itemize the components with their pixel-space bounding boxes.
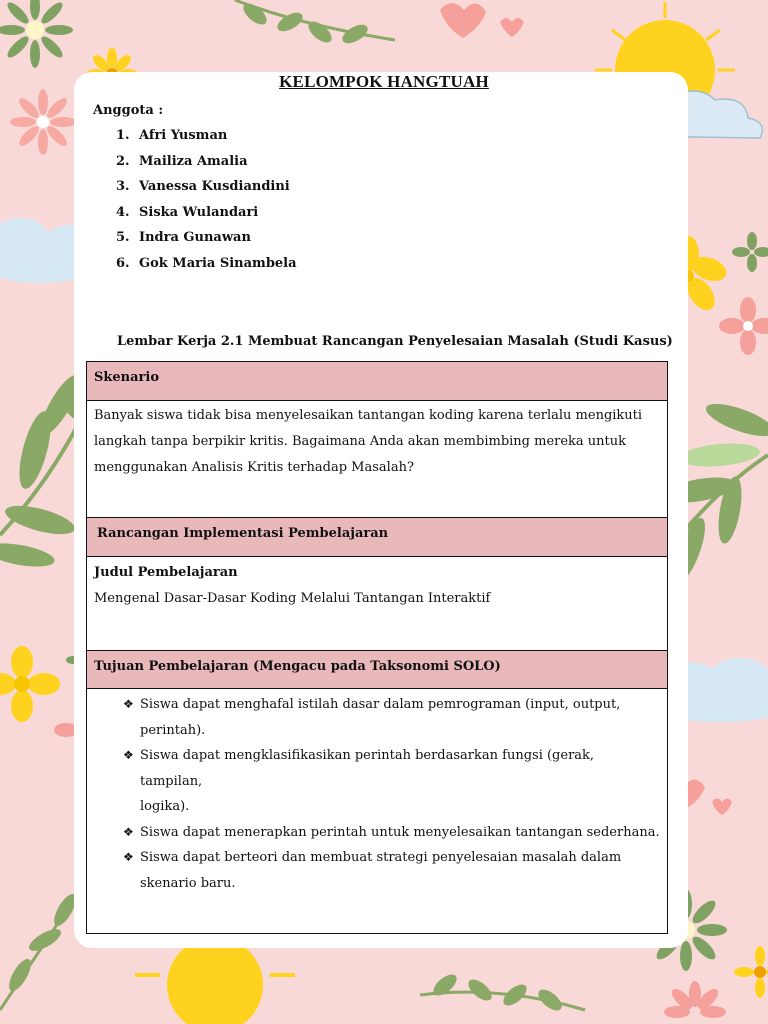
leaf-branch-icon: [420, 971, 585, 1015]
list-item: 6. Gok Maria Sinambela: [116, 256, 297, 282]
members-label: Anggota :: [93, 103, 164, 118]
bullet-diamond-icon: ❖: [123, 748, 134, 762]
member-name: Gok Maria Sinambela: [139, 255, 297, 271]
petal-icon: [440, 3, 524, 38]
worksheet-title: Lembar Kerja 2.1 Membuat Rancangan Penyelesaian Masalah (Studi Kasus): [117, 334, 673, 349]
bullet-diamond-icon: ❖: [123, 850, 134, 864]
list-item: ❖ Siswa dapat menghafal istilah dasar dalam pemrograman (input, output, perintah).: [94, 692, 660, 743]
implementation-header: Rancangan Implementasi Pembelajaran: [86, 517, 668, 557]
bullet-diamond-icon: ❖: [123, 824, 134, 839]
list-item: ❖ Siswa dapat mengklasifikasikan perintah berdasarkan fungsi (gerak, tampilan, logika).: [94, 743, 660, 820]
implementation-body: [86, 556, 668, 651]
leaf-branch-icon: [235, 0, 395, 47]
objectives-body: [86, 688, 668, 934]
scenario-line: menggunakan Analisis Kritis terhadap Masalah?: [94, 460, 414, 475]
lesson-title-label: Judul Pembelajaran: [94, 565, 238, 580]
lesson-title: Mengenal Dasar-Dasar Koding Melalui Tantangan Interaktif: [94, 591, 491, 606]
flower-icon: [732, 232, 768, 272]
scenario-header: Skenario: [86, 361, 668, 401]
flower-icon: [734, 946, 768, 998]
flower-icon: [664, 981, 726, 1018]
member-list: [116, 128, 297, 281]
flower-icon: [10, 89, 76, 155]
member-name: Indra Gunawan: [139, 230, 251, 245]
flower-icon: [0, 646, 60, 722]
member-name: Vanessa Kusdiandini: [139, 179, 290, 194]
list-item: 1. Afri Yusman: [116, 128, 297, 154]
scenario-line: Banyak siswa tidak bisa menyelesaikan tantangan koding karena terlalu mengikuti: [94, 408, 643, 423]
list-item: 3. Vanessa Kusdiandini: [116, 179, 297, 205]
list-item: ❖ Siswa dapat menerapkan perintah untuk menyelesaikan tantangan sederhana.: [94, 820, 660, 846]
page-title: KELOMPOK HANGTUAH: [279, 72, 489, 91]
list-item: 4. Siska Wulandari: [116, 205, 297, 231]
list-item: ❖ Siswa dapat berteori dan membuat strategi penyelesaian masalah dalam skenario baru.: [94, 845, 660, 896]
member-name: Mailiza Amalia: [139, 153, 248, 169]
flower-icon: [719, 297, 768, 355]
bullet-diamond-icon: ❖: [123, 697, 134, 711]
flower-icon: [0, 0, 73, 68]
scenario-body: [86, 400, 668, 518]
objectives-header: Tujuan Pembelajaran (Mengacu pada Taksonomi SOLO): [86, 650, 668, 689]
member-name: Siska Wulandari: [139, 204, 259, 220]
member-name: Afri Yusman: [139, 128, 228, 143]
objective-list: [94, 692, 660, 896]
list-item: 2. Mailiza Amalia: [116, 154, 297, 180]
leaf-branch-icon: [0, 890, 80, 1010]
scenario-line: langkah tanpa berpikir kritis. Bagaimana Anda akan membimbing mereka untuk: [94, 434, 627, 449]
list-item: 5. Indra Gunawan: [116, 230, 297, 256]
